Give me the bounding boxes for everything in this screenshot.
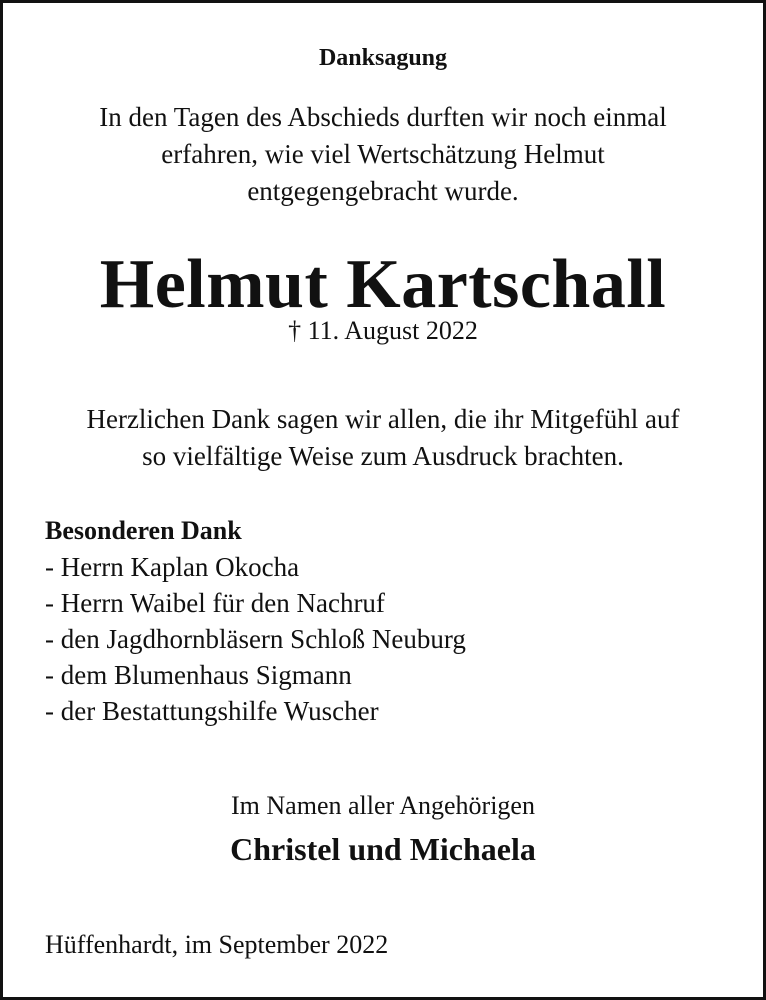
special-thanks-section bbox=[45, 513, 723, 729]
signoff-line: Im Namen aller Angehörigen bbox=[231, 791, 535, 820]
special-thanks-item: - Herrn Kaplan Okocha bbox=[45, 552, 300, 582]
special-thanks-item: - den Jagdhornbläsern Schloß Neuburg bbox=[45, 624, 466, 654]
special-thanks-title: Besonderen Dank bbox=[45, 516, 242, 545]
thanks-line: Herzlichen Dank sagen wir allen, die ihr Mitgefühl auf bbox=[86, 404, 680, 434]
intro-line: entgegengebracht wurde. bbox=[247, 176, 519, 206]
special-thanks-list bbox=[45, 549, 723, 729]
intro-paragraph bbox=[43, 99, 723, 210]
thanks-paragraph bbox=[33, 401, 733, 475]
special-thanks-item: - der Bestattungshilfe Wuscher bbox=[45, 696, 379, 726]
signers-names: Christel und Michaela bbox=[230, 831, 536, 867]
special-thanks-item: - dem Blumenhaus Sigmann bbox=[45, 660, 352, 690]
place-and-date: Hüffenhardt, im September 2022 bbox=[45, 930, 389, 959]
special-thanks-item: - Herrn Waibel für den Nachruf bbox=[45, 588, 385, 618]
intro-line: erfahren, wie viel Wertschätzung Helmut bbox=[161, 139, 605, 169]
intro-line: In den Tagen des Abschieds durften wir noch einmal bbox=[99, 102, 667, 132]
deceased-name: Helmut Kartschall bbox=[99, 246, 667, 323]
thanks-line: so vielfältige Weise zum Ausdruck brachten. bbox=[142, 441, 624, 471]
notice-heading: Danksagung bbox=[318, 45, 448, 71]
death-date: † 11. August 2022 bbox=[288, 316, 478, 345]
